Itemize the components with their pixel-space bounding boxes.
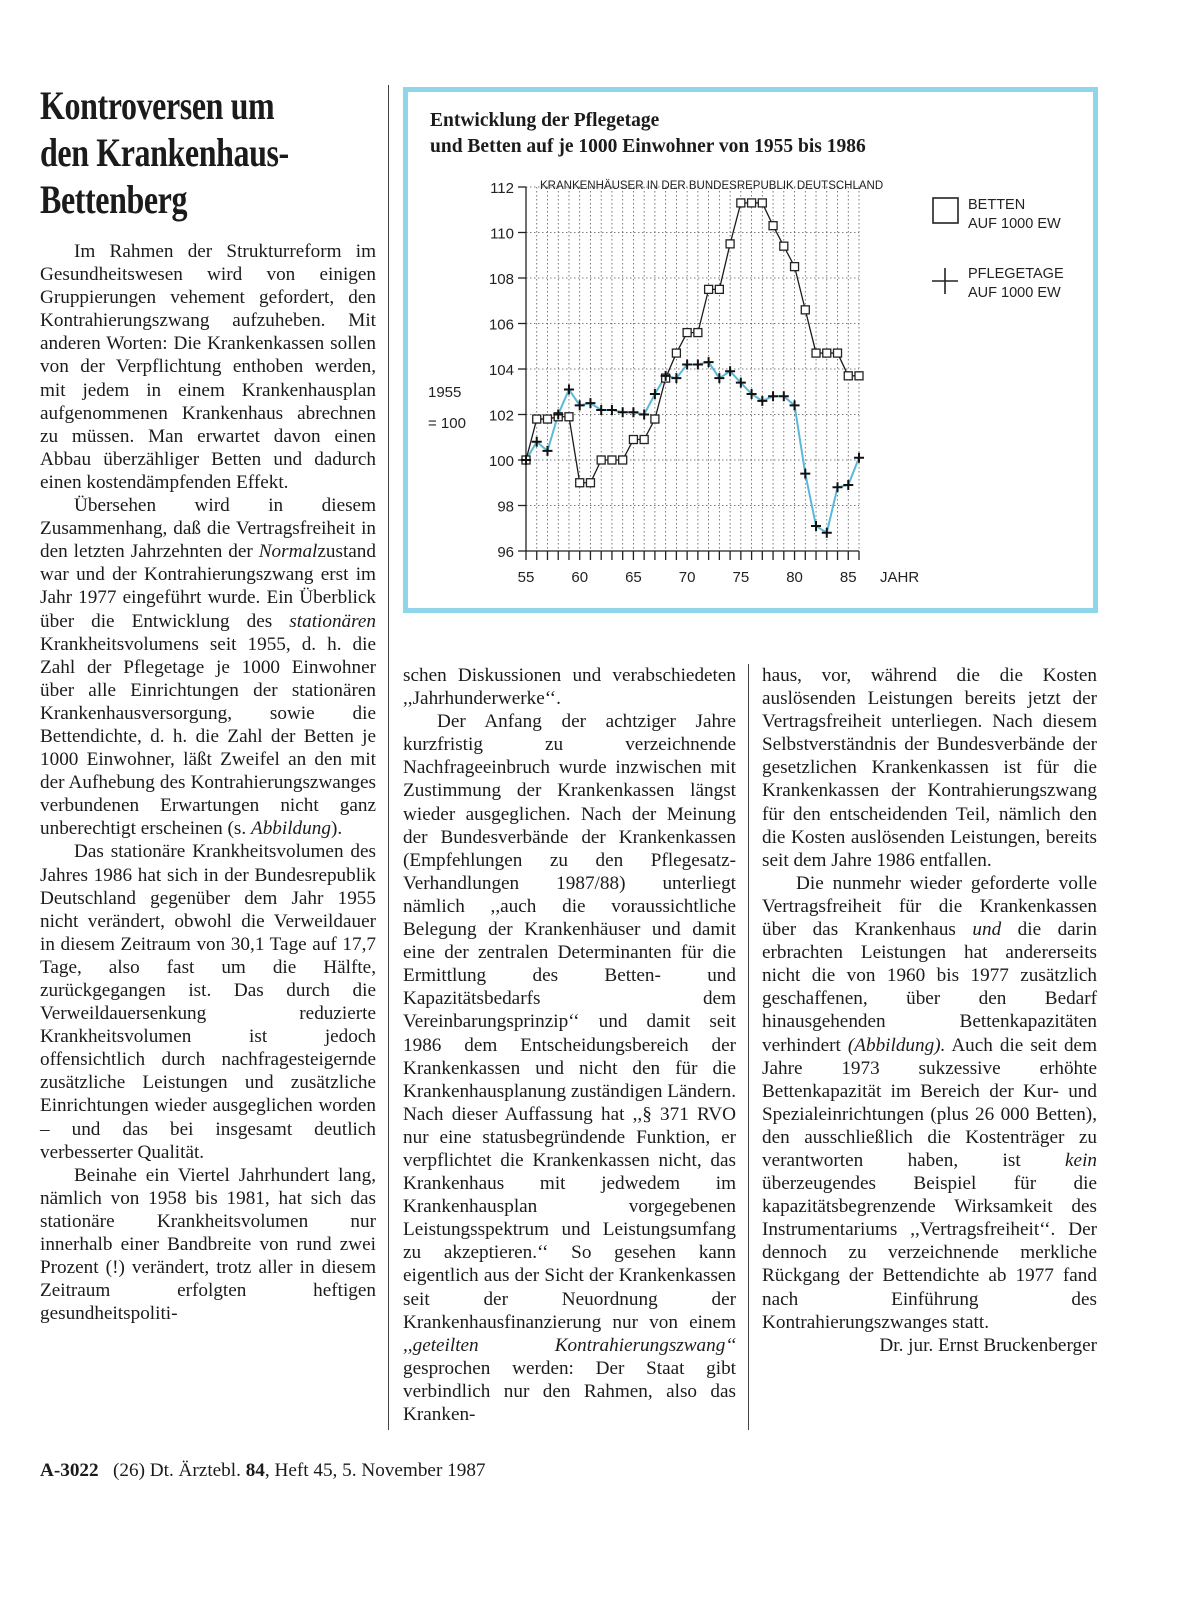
column-rule-1	[388, 85, 389, 1430]
column-2	[403, 664, 736, 1426]
data-point-betten	[844, 372, 852, 380]
y-axis-label: = 100	[428, 415, 466, 432]
data-point-pflegetage	[811, 521, 821, 531]
data-point-pflegetage	[822, 528, 832, 538]
data-point-betten	[737, 199, 745, 207]
legend-marker-betten	[933, 198, 958, 223]
legend-label-betten: AUF 1000 EW	[968, 216, 1061, 232]
y-tick-label: 108	[488, 271, 514, 288]
data-point-betten	[608, 456, 616, 464]
data-point-pflegetage	[757, 396, 767, 406]
chart-svg	[408, 92, 1093, 608]
column-1	[40, 240, 376, 1325]
y-tick-label: 98	[497, 498, 514, 516]
paragraph: Übersehen wird in diesem Zusammenhang, daß die Vertragsfreiheit in den letzten Jahrzehnten der Normalzustand war und der Kontrahierungszwang erst im Jahr 1977 eingeführt wurde. Ein Überblick über die Entwicklung des stationären Krankheitsvolumens seit 1955, d. h. die Zahl der Pflegetage je 1000 Einwohner über alle Einrichtungen der stationären Krankenhausversorgung, sowie die Bettendichte, d. h. die Zahl der Betten je 1000 Einwohner, läßt Zweifel an den mit der Aufhebung des Kontrahierungszwanges verbundenen Erwartungen nicht ganz unberechtigt erscheinen (s. Abbildung).	[40, 495, 376, 840]
data-point-pflegetage	[596, 405, 606, 415]
data-point-betten	[629, 436, 637, 444]
column-3	[762, 664, 1097, 1357]
data-point-betten	[801, 306, 809, 314]
paragraph: Die nunmehr wieder geforderte volle Vertragsfreiheit für die Krankenkassen über das Krankenhaus und die darin erbrachten Leistungen hat andererseits nicht die von 1960 bis 1977 zusätzlich geschaffenen, über den Bedarf hinausgehenden Bettenkapazitäten verhindert (Abbildung). Auch die seit dem Jahre 1973 sukzessive erhöhte Bettenkapazität im Bereich der Kur- und Spezialeinrichtungen (plus 26 000 Betten), den ausschließlich die Kostenträger zu verantworten haben, ist kein überzeugendes Beispiel für die kapazitätsbegrenzende Wirksamkeit des Instrumentariums ,,Vertragsfreiheit‘‘. Der dennoch zu verzeichnende merkliche Rückgang der Bettendichte ab 1977 fand nach Einführung des Kontrahierungszwanges statt.	[762, 872, 1098, 1333]
y-tick-label: 104	[488, 362, 514, 379]
data-point-betten	[533, 415, 541, 423]
headline-line-1: Kontroversen um	[40, 83, 275, 128]
y-tick-label: 102	[488, 407, 514, 425]
x-tick-label: 70	[678, 569, 696, 586]
data-point-pflegetage	[618, 407, 628, 417]
legend-marker-pflegetage	[932, 268, 958, 294]
data-point-pflegetage	[628, 407, 638, 417]
legend-label-betten: BETTEN	[968, 197, 1026, 213]
column-rule-2	[748, 664, 749, 1430]
data-point-betten	[694, 329, 702, 337]
paragraph: schen Diskussionen und verabschiedeten ,,Jahrhunderwerke‘‘.	[403, 665, 736, 710]
headline-line-3: Bettenberg	[40, 177, 188, 222]
data-point-betten	[672, 349, 680, 357]
data-point-pflegetage	[800, 469, 810, 479]
headline	[40, 82, 296, 223]
data-point-betten	[683, 329, 691, 337]
data-point-betten	[726, 240, 734, 248]
data-point-pflegetage	[768, 391, 778, 401]
y-tick-label: 96	[497, 544, 514, 561]
footer-citation: (26) Dt. Ärztebl.	[113, 1460, 246, 1481]
author-signature: Dr. jur. Ernst Bruckenberger	[879, 1334, 1097, 1356]
y-tick-label: 112	[490, 180, 514, 197]
data-point-betten	[834, 349, 842, 357]
y-tick-label: 100	[488, 453, 514, 470]
paragraph: Beinahe ein Viertel Jahrhundert lang, nämlich von 1958 bis 1981, hat sich das stationäre Krankheitsvolumen nur innerhalb einer Bandbreite von rund zwei Prozent (!) verändert, trotz aller in diesem Zeitraum erfolgten heftigen gesundheitspoliti-	[40, 1164, 376, 1325]
data-point-betten	[812, 349, 820, 357]
data-point-pflegetage	[607, 405, 617, 415]
data-point-betten	[715, 285, 723, 293]
page-number: A-3022	[40, 1460, 99, 1481]
chart-title-line-2: und Betten auf je 1000 Einwohner von 1955 bis 1986	[430, 136, 866, 157]
data-point-betten	[565, 413, 573, 421]
data-point-betten	[543, 415, 551, 423]
data-point-betten	[823, 349, 831, 357]
paragraph: Der Anfang der achtziger Jahre kurzfristig zu verzeichnende Nachfrageeinbruch wurde inzwischen mit Zustimmung der Krankenkassen längst wieder ausgeglichen. Nach der Meinung der Bundesverbände der Krankenkassen (Empfehlungen zu den Pflegesatz-Verhandlungen 1987/88) unterliegt nämlich ,,auch die voraussichtliche Belegung der Krankenhäuser und damit eine der zentralen Determinanten für die Ermittlung des Betten- und Kapazitätsbedarfs dem Vereinbarungsprinzip‘‘ und damit seit 1986 dem Entscheidungsbereich der Krankenkassen und nicht den für die Krankenhausplanung zuständigen Ländern. Nach dieser Auffassung hat ,,§ 371 RVO nur eine statusbegründende Funktion, er verpflichtet die Krankenkassen nicht, das Krankenhaus mit jedwedem im Krankenhausplan vorgegebenen Leistungsspektrum und Leistungsumfang zu akzeptieren.‘‘ So gesehen kann eigentlich aus der Sicht der Krankenkassen seit der Neuordnung der Krankenhausfinanzierung nur von einem ,,geteilten Kontrahierungszwang‘‘ gesprochen werden: Der Staat gibt verbindlich nur den Rahmen, also das Kranken-	[403, 711, 737, 1425]
footer-issue: , Heft 45, 5. November 1987	[264, 1460, 486, 1481]
data-point-pflegetage	[843, 480, 853, 490]
x-tick-label: 75	[732, 569, 750, 586]
x-tick-label: 80	[786, 569, 803, 586]
data-point-betten	[748, 199, 756, 207]
paragraph: Das stationäre Krankheitsvolumen des Jahres 1986 hat sich in der Bundesrepublik Deutschland gegenüber dem Jahr 1955 nicht verändert, obwohl die Verweildauer in diesem Zeitraum von 30,1 Tage auf 17,7 Tage, also fast um die Hälfte, zurückgegangen ist. Das durch die Verweildauersenkung reduzierte Krankheitsvolumen ist jedoch offensichtlich durch nachfragesteigernde zusätzliche Leistungen und zusätzliche Einrichtungen wieder ausgeglichen worden – und das bei insgesamt deutlich verbesserter Qualität.	[40, 841, 376, 1163]
chart-title-line-1: Entwicklung der Pflegetage	[430, 110, 660, 131]
legend-label-pflegetage: AUF 1000 EW	[968, 285, 1061, 301]
series-line-pflegetage	[526, 362, 859, 533]
data-point-betten	[769, 222, 777, 230]
x-axis-label: JAHR	[880, 569, 920, 586]
paragraph: Im Rahmen der Strukturreform im Gesundheitswesen wird von einigen Gruppierungen vehement gefordert, den Kontrahierungszwang aufzuheben. Mit anderen Worten: Die Krankenkassen sollen von der Verpflichtung enthoben werden, mit jedem in einem Krankenhausplan aufgenommenen Krankenhaus abrechnen zu müssen. Man erwartet davon einen Abbau überzähliger Betten und dadurch einen kostendämpfenden Effekt.	[40, 241, 376, 493]
data-point-betten	[640, 436, 648, 444]
data-point-betten	[855, 372, 863, 380]
chart-subtitle: KRANKENHÄUSER IN DER BUNDESREPUBLIK DEUTSCHLAND	[540, 180, 884, 192]
data-point-pflegetage	[833, 482, 843, 492]
data-point-betten	[705, 285, 713, 293]
data-point-pflegetage	[585, 398, 595, 408]
data-point-betten	[780, 242, 788, 250]
data-point-betten	[651, 415, 659, 423]
data-point-betten	[758, 199, 766, 207]
legend-label-pflegetage: PFLEGETAGE	[968, 266, 1064, 282]
data-point-betten	[576, 479, 584, 487]
data-point-pflegetage	[854, 453, 864, 463]
paragraph: haus, vor, während die die Kosten auslösenden Leistungen bereits jetzt der Vertragsfreiheit unterliegen. Nach diesem Selbstverständnis der Bundesverbände der gesetzlichen Krankenkassen ist für die Krankenkassen der Kontrahierungszwang für den entscheidenden Teil, nämlich den die Kosten auslösenden Leistungen, bereits seit dem Jahre 1986 entfallen.	[762, 665, 1097, 871]
x-tick-label: 65	[625, 569, 642, 586]
y-tick-label: 110	[490, 225, 514, 243]
chart-figure	[403, 87, 1098, 613]
data-point-pflegetage	[650, 389, 660, 399]
data-point-betten	[619, 456, 627, 464]
series-line-betten	[526, 203, 859, 483]
data-point-pflegetage	[639, 410, 649, 420]
headline-line-2: den Krankenhaus-	[40, 130, 289, 175]
page-footer	[40, 1460, 486, 1482]
data-point-pflegetage	[693, 359, 703, 369]
data-point-betten	[597, 456, 605, 464]
x-tick-label: 85	[839, 569, 857, 586]
x-tick-label: 60	[571, 569, 589, 586]
footer-volume: 84	[245, 1460, 265, 1481]
data-point-betten	[791, 263, 799, 271]
data-point-betten	[586, 479, 594, 487]
x-tick-label: 55	[517, 569, 535, 586]
y-axis-label: 1955	[428, 384, 462, 401]
y-tick-label: 106	[488, 316, 514, 334]
